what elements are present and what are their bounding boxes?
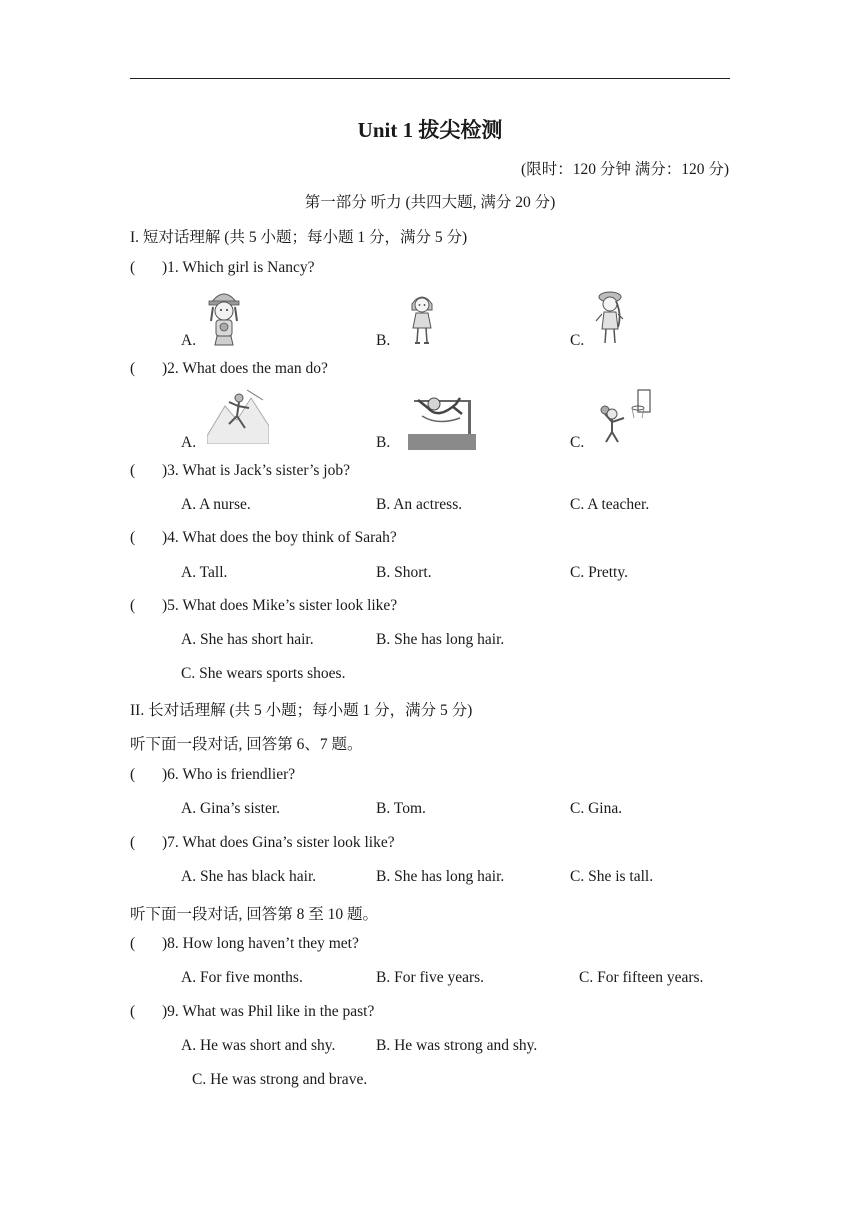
q5-option-a: A. She has short hair. (181, 631, 314, 648)
q2-option-c: C. (570, 434, 585, 451)
section-2-heading: II. 长对话理解 (共 5 小题；每小题 1 分，满分 5 分) (130, 702, 473, 719)
q3-option-a: A. A nurse. (181, 496, 251, 513)
answer-blank[interactable]: ( (130, 597, 136, 614)
question-6 (130, 766, 295, 784)
question-text: )3. What is Jack’s sister’s job? (162, 462, 350, 479)
question-1 (130, 259, 315, 277)
q9-option-a: A. He was short and shy. (181, 1037, 336, 1054)
q1-option-c: C. (570, 332, 585, 349)
question-9 (130, 1003, 374, 1021)
q1-option-a: A. (181, 332, 197, 349)
q5-option-b: B. She has long hair. (376, 631, 505, 648)
question-5 (130, 597, 397, 615)
dialogue-intro-2: 听下面一段对话, 回答第 8 至 10 题。 (130, 906, 379, 923)
q5-option-c: C. She wears sports shoes. (181, 665, 346, 682)
question-text: )1. Which girl is Nancy? (162, 259, 315, 276)
q8-option-c: C. For fifteen years. (579, 969, 704, 986)
page-title: Unit 1 拔尖检测 (357, 118, 503, 142)
q2-option-b: B. (376, 434, 391, 451)
q7-option-b: B. She has long hair. (376, 868, 505, 885)
answer-blank[interactable]: ( (130, 259, 136, 276)
mountain-climber-picture (207, 386, 269, 444)
q2-option-a: A. (181, 434, 197, 451)
q7-option-c: C. She is tall. (570, 868, 654, 885)
q6-option-a: A. Gina’s sister. (181, 800, 281, 817)
question-8 (130, 935, 359, 953)
q9-option-c: C. He was strong and brave. (192, 1071, 368, 1088)
answer-blank[interactable]: ( (130, 360, 136, 377)
q7-option-a: A. She has black hair. (181, 868, 317, 885)
q4-option-a: A. Tall. (181, 564, 228, 581)
question-4 (130, 529, 397, 547)
short-hair-girl-picture (407, 290, 437, 346)
q8-option-a: A. For five months. (181, 969, 303, 986)
answer-blank[interactable]: ( (130, 1003, 136, 1020)
answer-blank[interactable]: ( (130, 935, 136, 952)
top-rule (130, 78, 730, 79)
dialogue-intro-1: 听下面一段对话, 回答第 6、7 题。 (130, 736, 363, 753)
q4-option-b: B. Short. (376, 564, 432, 581)
question-3 (130, 462, 350, 480)
q3-option-b: B. An actress. (376, 496, 463, 513)
question-text: )2. What does the man do? (162, 360, 328, 377)
question-2 (130, 360, 328, 378)
q6-option-b: B. Tom. (376, 800, 426, 817)
question-text: )9. What was Phil like in the past? (162, 1003, 375, 1020)
girl-with-cap-picture (203, 285, 245, 347)
q4-option-c: C. Pretty. (570, 564, 628, 581)
question-text: )7. What does Gina’s sister look like? (162, 834, 395, 851)
q6-option-c: C. Gina. (570, 800, 623, 817)
answer-blank[interactable]: ( (130, 834, 136, 851)
high-jumper-picture (408, 390, 476, 450)
question-text: )8. How long haven’t they met? (162, 935, 359, 952)
answer-blank[interactable]: ( (130, 462, 136, 479)
q3-option-c: C. A teacher. (570, 496, 650, 513)
q1-option-b: B. (376, 332, 391, 349)
question-text: )4. What does the boy think of Sarah? (162, 529, 397, 546)
girl-with-hat-picture (592, 287, 628, 347)
section-1-heading: I. 短对话理解 (共 5 小题；每小题 1 分，满分 5 分) (130, 229, 468, 246)
part-heading: 第一部分 听力 (共四大题, 满分 20 分) (304, 194, 556, 211)
time-score-limit: (限时：120 分钟 满分：120 分) (521, 161, 729, 178)
question-7 (130, 834, 395, 852)
answer-blank[interactable]: ( (130, 529, 136, 546)
question-text: )6. Who is friendlier? (162, 766, 296, 783)
q9-option-b: B. He was strong and shy. (376, 1037, 538, 1054)
q8-option-b: B. For five years. (376, 969, 485, 986)
basketball-player-picture (594, 388, 652, 448)
answer-blank[interactable]: ( (130, 766, 136, 783)
question-text: )5. What does Mike’s sister look like? (162, 597, 398, 614)
